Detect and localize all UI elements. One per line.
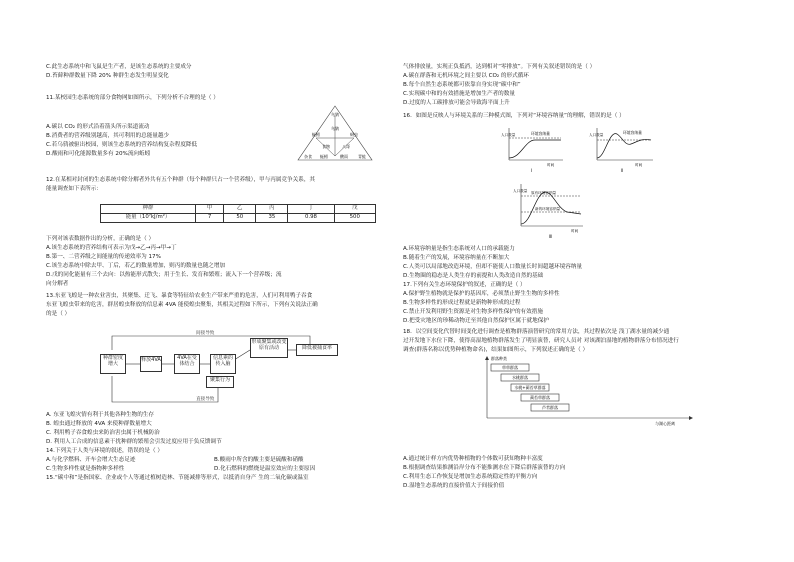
chart-panel: Ⅲ — [549, 234, 552, 239]
q16-option-c: C.人类可以局部地改造环境，但却不能使人口数量长时间超越环境容纳量 — [403, 264, 583, 270]
foodweb-node: 蚜虫 — [350, 132, 358, 137]
q13-stem-cont2: 的是（ ） — [46, 311, 71, 317]
energy-table — [100, 204, 376, 223]
q13-stem-cont: 东亚飞蝗虫带来的危害，群居蝗虫释放的信息素 4VA 能使蝗虫聚集，其相关过程如下所示，下列有关说法正确 — [46, 302, 318, 308]
chart-xlabel: 与湖心距离 — [655, 421, 675, 426]
q17-option-d: D.把受灾地区的珍稀动物迁至其他自然保护区属于就地保护 — [403, 318, 549, 324]
flow-node: 聚集行为 — [206, 376, 234, 388]
flow-node: 信息素的传入脑 — [210, 354, 236, 374]
flow-label-indirect: 间接导致 — [196, 331, 215, 336]
q15-stem: 15.“碳中和”是指国家、企业或个人等通过植树造林、节能减排等形式，以抵消自身产 生的二氧化碳或温室 — [46, 475, 309, 481]
q14-stem: 14.下列关于人类与环境的叙述，错误的是（ ） — [46, 448, 163, 454]
chart-panel: Ⅱ — [621, 168, 623, 173]
chart-ylabel: 人口数量 — [589, 133, 604, 137]
table-header-cell: 乙 — [224, 205, 256, 214]
q16-stem: 16．如图是反映人与环境关系的三种模式图，下列对“环境容纳量”的理解，错误的是（ ） — [403, 113, 625, 119]
q18-stem: 18．以空间变化代替时间变化进行调查是植物群落演替研究的常用方法，其过程依次是 浅丁湖水量的减少通 — [403, 329, 670, 335]
table-row-label: 能量（10⁷kJ/m²） — [101, 214, 196, 223]
chart-title: 原有环境容纳量 — [531, 191, 557, 195]
q15-stem-cont: 气体排放量，实现正负抵消，达到相对“零排放”。下列有关叙述错误的是（ ） — [403, 64, 596, 70]
q12-option-d: D.戊的同化能量有三个去向：以热能形式散失；用于生长、发育和繁殖；流入下一个营养级；流 — [46, 272, 282, 278]
q17-option-c: C.禁止开发利用野生资源是对生物多样性保护的有效措施 — [403, 309, 543, 315]
community-distribution-chart — [479, 356, 699, 426]
foodweb-node: 蚯蚓 — [320, 154, 328, 159]
table-row — [101, 214, 376, 223]
q13-option-c: C. 利用鸭子吞食蝗虫来防治害虫属于机械防治 — [46, 430, 160, 436]
community-bar-label: 蔺苔草群落 — [530, 395, 550, 401]
q17-option-a: A.保护野生植物就是保护的基因库，必须禁止野生生物的多样性 — [403, 291, 560, 297]
q18-option-a: A.通过统计样方内优势种植物的个体数可获知物种丰富度 — [403, 456, 543, 462]
chart-title: 环境容纳量 — [623, 130, 642, 135]
q14-option-a: A.与化学燃料、开车会增大生态足迹 — [46, 457, 136, 463]
table-cell: 500 — [334, 214, 375, 223]
table-header-cell: 甲 — [196, 205, 224, 214]
q16-option-d: D.生物圈的稳态是人类生存的前提和人类改造自然的基础 — [403, 273, 544, 279]
community-bar-label: 水桃+蔺苔草群落 — [514, 385, 546, 391]
q13-stem: 13.东亚飞蝗是一种农业害虫，其聚集、迁飞、暴食等特征给农业生产带来严重的危害，人们可利用鸭子吞食 — [46, 293, 313, 299]
table-header-cell: 丙 — [256, 205, 288, 214]
foodweb-node: 八哥 — [342, 144, 350, 149]
community-bar-label: 水桃群落 — [512, 375, 528, 381]
q18-stem-cont2: 调查(群落名称以优势种植物命名)，结果如图所示，下列叙述正确的是（ ） — [403, 347, 589, 353]
q12-option-b: B.第一、二营养级之间能量的传递效率为 17% — [46, 254, 161, 260]
population-curve — [597, 134, 651, 158]
community-bar-label: 芦苇群落 — [542, 405, 558, 411]
chart-panel: Ⅰ — [531, 168, 533, 173]
foodweb-node: 杂食 — [304, 154, 312, 159]
q13-option-d: D. 利用人工合成的信息素干扰种群的繁殖会引发过度应用于负反馈调节 — [46, 439, 222, 445]
q17-option-b: B.生物多样性的形成过程就是新物种形成的过程 — [403, 300, 521, 306]
q13-option-a: A. 东亚飞蝗灾情有利于其他各种生物的生存 — [46, 412, 154, 418]
foodweb-node: 酸雨 — [340, 154, 348, 159]
q15-option-b: B.每个自然生态系统都可依靠自身实现“碳中和” — [403, 82, 521, 88]
q14-option-d: D.化石燃料的燃烧是温室效应的主要原因 — [214, 466, 316, 472]
foodweb-node: 蚯蚓 — [312, 132, 320, 137]
environment-capacity-charts — [501, 124, 701, 240]
q14-option-c: C.生物多样性就是指物种多样性 — [46, 466, 125, 472]
q12-question: 下列对该表数据作出的分析，正确的是（ ） — [46, 236, 155, 242]
q18-option-b: B.根据调查结果推测沿岸分布不能推测水位下降后群落演替的方向 — [403, 465, 566, 471]
q15-option-c: C.实现碳中和的有效措施是增加生产者的数量 — [403, 91, 515, 97]
q18-option-c: C.利用生态工作恢复是增加生态系统稳定性的平衡方向 — [403, 474, 538, 480]
q12-stem: 12.在某相对封闭的生态系统中除分解者外共有五个种群（每个种群只占一个营养级），甲与丙属竞争关系，其 — [46, 177, 316, 183]
q12-option-d-cont: 向分解者 — [46, 281, 69, 287]
q17-stem: 17.下列有关生态环境保护的叙述，正确的是（ ） — [403, 282, 526, 288]
chart-ylabel: 人口数量 — [501, 133, 516, 137]
chart-ylabel: 人口数量 — [513, 189, 528, 193]
q18-option-d: D.湿地生态系统的直接价值大于间接价值 — [403, 483, 505, 489]
foodweb-node: 乌鸫 — [331, 126, 339, 131]
locust-flow-diagram — [100, 330, 360, 406]
chart-xlabel: 时间 — [547, 163, 555, 167]
q16-option-b: B.随着生产的发展，环境容纳量在不断加大 — [403, 255, 510, 261]
table-header-cell: 戊 — [334, 205, 375, 214]
chart-xlabel: 时间 — [635, 163, 643, 167]
table-cell: 35 — [256, 214, 288, 223]
q11-stem: 11.某校园生态系统的部分食物网如图所示，下列分析不合理的是（ ） — [46, 95, 219, 101]
flow-node: 降低被捕食率 — [296, 344, 338, 356]
q10-option-c: C.此生态系统中和飞鼠是生产者，是该生态系统的主要成分 — [46, 64, 192, 70]
food-web-diagram — [294, 104, 376, 164]
q11-option-b: B.消费者的营养级别越高，其可利用的总能量越少 — [46, 133, 170, 139]
table-cell: 50 — [224, 214, 256, 223]
flow-node: 种群密度增大 — [100, 354, 126, 374]
q16-option-a: A.环境容纳量是指生态系统对人口的承载能力 — [403, 246, 515, 252]
q12-stem-cont: 能量调查如下表所示： — [46, 186, 102, 192]
q11-option-c: C.若乌鸫被驱出校园，则该生态系统的营养结构复杂程度降低 — [46, 142, 198, 148]
population-curve — [509, 140, 561, 158]
foodweb-node: 乌鸫 — [331, 112, 339, 117]
table-cell: 0.98 — [288, 214, 334, 223]
q11-option-d: D.酸雨和可化能源数量多有 20%流向蚯蚓 — [46, 151, 151, 157]
q15-option-a: A.碳在群落和无机环境之间主要以 CO₂ 的形式循环 — [403, 73, 529, 79]
foodweb-node: 青蛙 — [358, 154, 366, 159]
table-header-cell: 种群 — [101, 205, 196, 214]
chart-title: 环境容纳量 — [531, 131, 550, 136]
q12-option-a: A.该生态系统的营养结构可表示为戊→乙→丙→甲→丁 — [46, 245, 177, 251]
community-bar-label: 草草群落 — [502, 365, 518, 371]
q10-option-d: D.苔藓种群数量下降 20% 种群生态发生明显变化 — [46, 73, 169, 79]
chart-ylabel: 群落种类 — [491, 356, 507, 361]
q14-option-b: B.酸雨中所含的酸主要是硫酸和硝酸 — [214, 457, 304, 463]
flow-label-direct: 直接导致 — [196, 397, 215, 402]
table-cell: 7 — [196, 214, 224, 223]
foodweb-node: 食物 — [322, 144, 330, 149]
flow-node: 形成聚集或改变原有活动 — [250, 338, 288, 358]
q11-option-a: A.碳以 CO₂ 的形式沿着箭头所示渠道流动 — [46, 124, 150, 130]
flow-node: 4VA在受体结合 — [174, 354, 200, 374]
flow-node: 释放4VA — [140, 356, 162, 372]
table-header-row — [101, 205, 376, 214]
q18-stem-cont: 过开发地下水位下降，使得高湿地植物群落发生了明显演替，研究人员对 对该湖泊湿地的植物群落分布情况进行 — [403, 338, 679, 344]
q12-option-c: C.该生态系统中除去甲、丁后，若乙的数量增加，则丙的数量也随之增加 — [46, 263, 226, 269]
q15-option-d: D.过度的人工碳排放可能会导致海平面上升 — [403, 100, 510, 106]
chart-xlabel: 时间 — [571, 229, 579, 233]
chart-title-2: 新的环境容纳量 — [535, 207, 561, 211]
table-header-cell: 丁 — [288, 205, 334, 214]
q13-option-b: B. 蝗虫通过释放的 4VA 来使种群数量增大 — [46, 421, 152, 427]
